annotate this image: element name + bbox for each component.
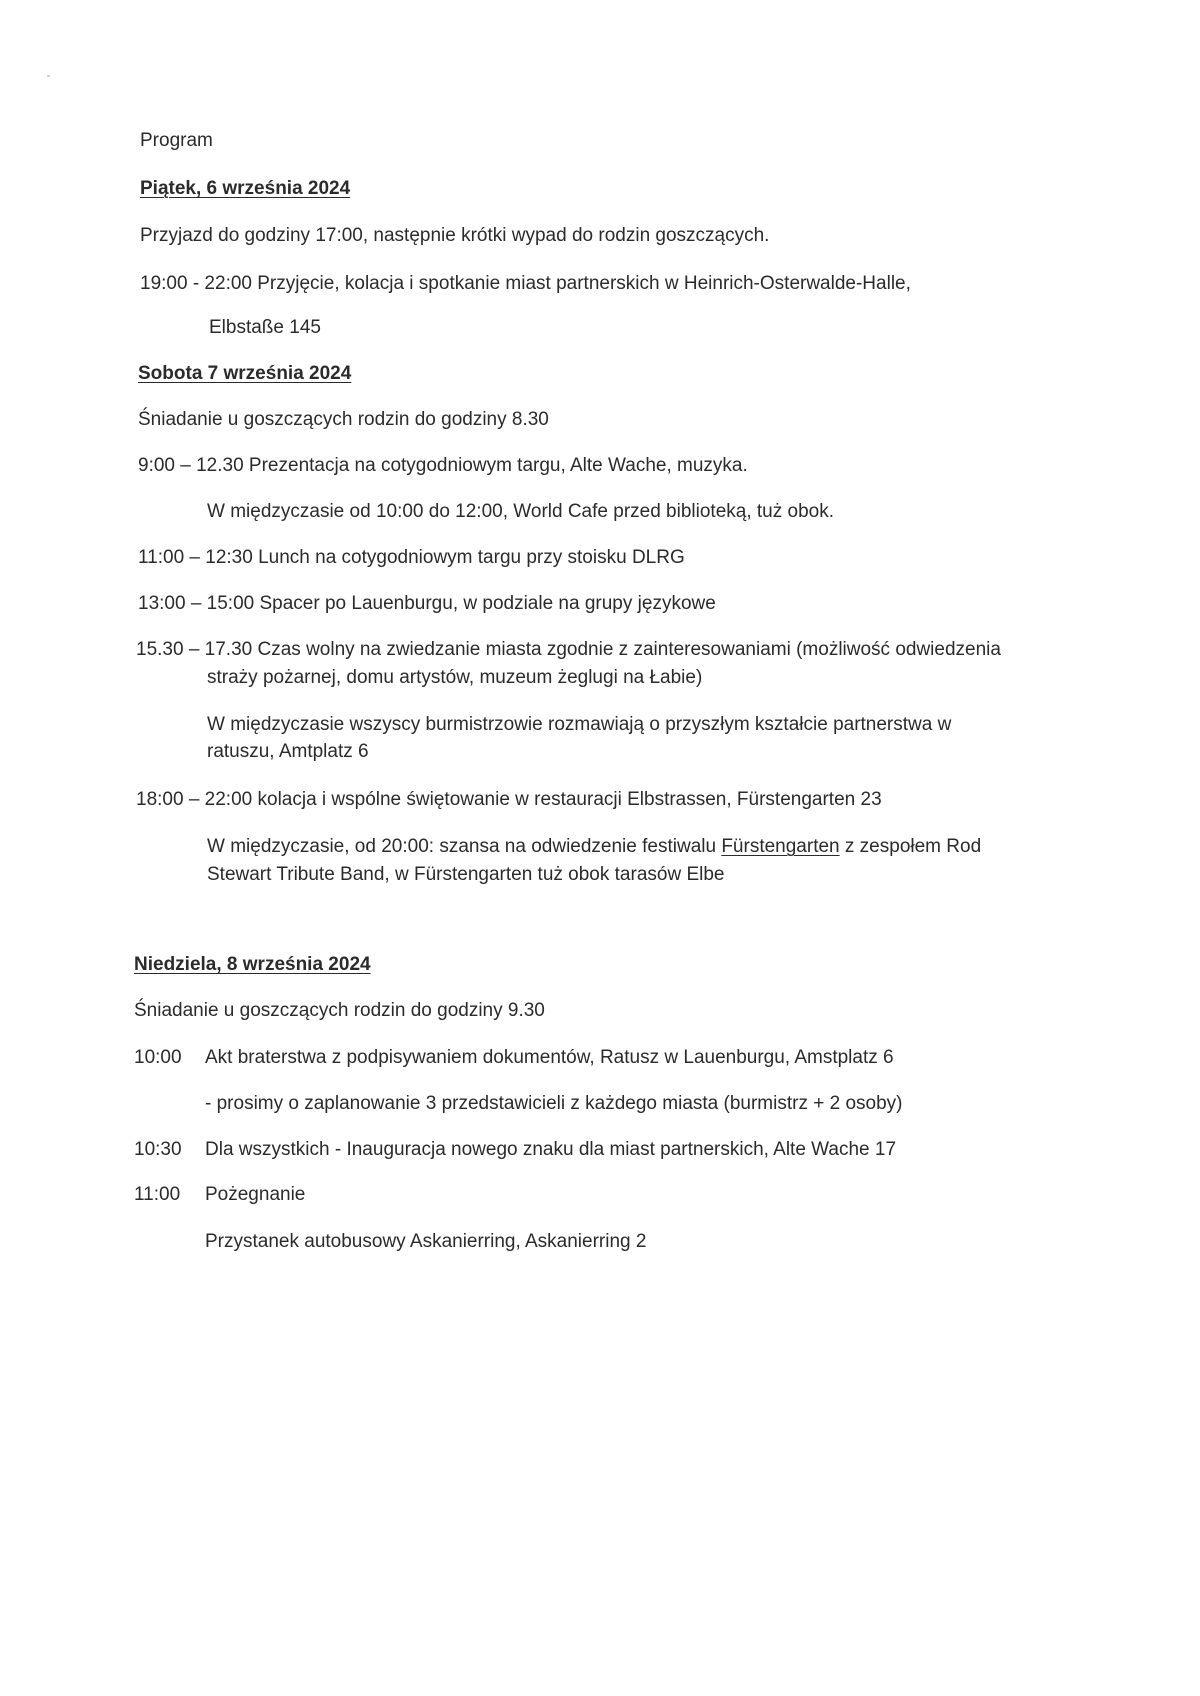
festival-text-b: z zespołem Rod <box>839 836 982 857</box>
saturday-mayors-line2: ratuszu, Amtplatz 6 <box>207 741 369 762</box>
saturday-heading: Sobota 7 września 2024 <box>138 363 352 384</box>
sunday-item-text: Dla wszystkich - Inauguracja nowego znaku dla miast partnerskich, Alte Wache 17 <box>205 1139 897 1160</box>
festival-link[interactable]: Fürstengarten <box>721 836 840 857</box>
saturday-walk: 13:00 – 15:00 Spacer po Lauenburgu, w podziale na grupy językowe <box>138 593 716 614</box>
saturday-dinner: 18:00 – 22:00 kolacja i wspólne świętowanie w restauracji Elbstrassen, Fürstengarten 23 <box>136 789 882 810</box>
sunday-breakfast: Śniadanie u goszczących rodzin do godziny 9.30 <box>134 1000 545 1021</box>
sunday-item-time: 11:00 <box>134 1184 181 1205</box>
saturday-free-time-line1: 15.30 – 17.30 Czas wolny na zwiedzanie miasta zgodnie z zainteresowaniami (możliwość odwiedzenia <box>136 639 1001 660</box>
scan-speck <box>47 75 50 77</box>
page-title: Program <box>140 130 213 151</box>
sunday-item-text: Pożegnanie <box>205 1184 306 1205</box>
saturday-mayors-line1: W międzyczasie wszyscy burmistrzowie rozmawiają o przyszłym kształcie partnerstwa w <box>207 714 952 735</box>
sunday-item-text: - prosimy o zaplanowanie 3 przedstawicieli z każdego miasta (burmistrz + 2 osoby) <box>205 1093 903 1114</box>
saturday-lunch: 11:00 – 12:30 Lunch na cotygodniowym targu przy stoisku DLRG <box>138 547 685 568</box>
sunday-item-time: 10:00 <box>134 1047 182 1068</box>
saturday-presentation: 9:00 – 12.30 Prezentacja na cotygodniowym targu, Alte Wache, muzyka. <box>138 455 748 476</box>
sunday-heading: Niedziela, 8 września 2024 <box>134 954 371 975</box>
sunday-item-time: 10:30 <box>134 1139 182 1160</box>
friday-arrival: Przyjazd do godziny 17:00, następnie krótki wypad do rodzin goszczących. <box>140 225 770 246</box>
saturday-breakfast: Śniadanie u goszczących rodzin do godziny 8.30 <box>138 409 549 430</box>
saturday-free-time-line2: straży pożarnej, domu artystów, muzeum żeglugi na Łabie) <box>207 667 703 688</box>
saturday-festival-line2: Stewart Tribute Band, w Fürstengarten tuż obok tarasów Elbe <box>207 864 725 885</box>
saturday-festival-line1 <box>207 833 981 860</box>
friday-reception-address: Elbstaße 145 <box>209 317 321 338</box>
sunday-item-text: Przystanek autobusowy Askanierring, Askanierring 2 <box>205 1231 647 1252</box>
festival-text-a: W międzyczasie, od 20:00: szansa na odwiedzenie festiwalu <box>207 836 722 857</box>
friday-reception: 19:00 - 22:00 Przyjęcie, kolacja i spotkanie miast partnerskich w Heinrich-Osterwalde-Halle, <box>140 273 911 294</box>
sunday-item-text: Akt braterstwa z podpisywaniem dokumentów, Ratusz w Lauenburgu, Amstplatz 6 <box>205 1047 894 1068</box>
saturday-world-cafe: W międzyczasie od 10:00 do 12:00, World Cafe przed biblioteką, tuż obok. <box>207 501 834 522</box>
friday-heading: Piątek, 6 września 2024 <box>140 178 351 199</box>
